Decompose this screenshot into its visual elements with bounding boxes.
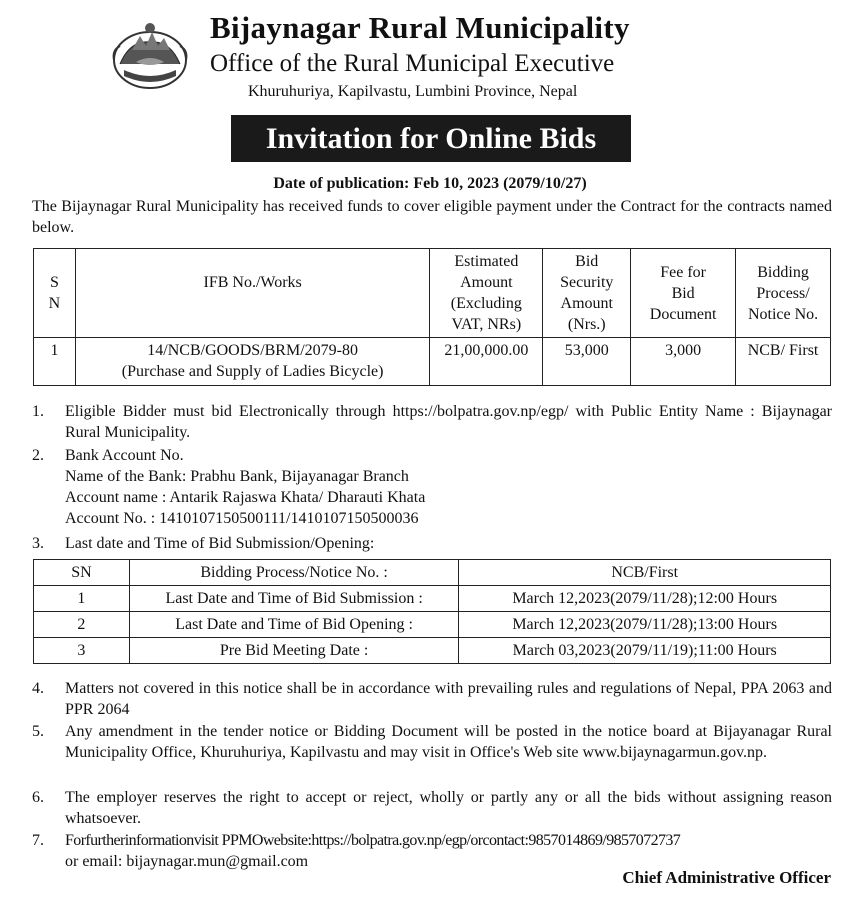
cell-sn: 1: [34, 586, 130, 612]
table-row: [34, 586, 831, 612]
cell-label: Last Date and Time of Bid Submission :: [129, 586, 459, 612]
eligibility-text: Eligible Bidder must bid Electronically through https://bolpatra.gov.np/egp/ with Public Entity Name : Bijaynagar Rural Municipality.: [65, 403, 832, 441]
schedule-heading: Last date and Time of Bid Submission/Opening:: [65, 535, 375, 552]
cell-label: Last Date and Time of Bid Opening :: [129, 612, 459, 638]
cell-label: Pre Bid Meeting Date :: [129, 638, 459, 664]
header-estimated-amount: Estimated Amount (Excluding VAT, NRs): [430, 249, 543, 338]
schedule-table: [33, 559, 831, 664]
bid-table-header-row: [34, 249, 831, 338]
schedule-header-sn: SN: [34, 560, 130, 586]
cell-estimated-amount: 21,00,000.00: [430, 338, 543, 386]
header-sn: S N: [34, 249, 76, 338]
cell-value: March 12,2023(2079/11/28);13:00 Hours: [459, 612, 831, 638]
cell-bid-security: 53,000: [543, 338, 631, 386]
contact-line: Forfurtherinformationvisit PPMOwebsite:https://bolpatra.gov.np/egp/orcontact:9857014869/9857072737: [65, 832, 681, 849]
publication-date: Date of publication: Feb 10, 2023 (2079/10/27): [273, 175, 587, 192]
bank-name: Name of the Bank: Prabhu Bank, Bijayanagar Branch: [65, 468, 409, 485]
org-office: Office of the Rural Municipal Executive: [210, 50, 615, 77]
account-name: Account name : Antarik Rajaswa Khata/ Dharauti Khata: [65, 489, 426, 506]
cell-sn: 1: [34, 338, 76, 386]
rules-text: Matters not covered in this notice shall be in accordance with prevailing rules and regulations of Nepal, PPA 2063 and PPR 2064: [65, 680, 832, 718]
header-ifb: IFB No./Works: [75, 249, 429, 338]
notice-title-banner: Invitation for Online Bids: [231, 115, 631, 162]
intro-paragraph: The Bijaynagar Rural Municipality has received funds to cover eligible payment under the Contract for the contracts named below.: [32, 198, 832, 236]
contact-email: or email: bijaynagar.mun@gmail.com: [65, 853, 309, 870]
schedule-header-row: [34, 560, 831, 586]
table-row: [34, 612, 831, 638]
bid-table: [33, 248, 831, 386]
header-bid-security: Bid Security Amount (Nrs.): [543, 249, 631, 338]
account-number: Account No. : 1410107150500111/1410107150500036: [65, 510, 419, 527]
contact-info: [65, 830, 832, 872]
schedule-header-ncb: NCB/First: [459, 560, 831, 586]
org-address: Khuruhuriya, Kapilvastu, Lumbini Province, Nepal: [248, 83, 578, 100]
signatory-title: Chief Administrative Officer: [622, 868, 831, 887]
cell-sn: 3: [34, 638, 130, 664]
cell-bidding-process: NCB/ First: [736, 338, 831, 386]
table-row: [34, 338, 831, 386]
schedule-header-process: Bidding Process/Notice No. :: [129, 560, 459, 586]
cell-ifb: 14/NCB/GOODS/BRM/2079-80 (Purchase and Supply of Ladies Bicycle): [75, 338, 429, 386]
cell-value: March 12,2023(2079/11/28);12:00 Hours: [459, 586, 831, 612]
cell-value: March 03,2023(2079/11/19);11:00 Hours: [459, 638, 831, 664]
amendment-text: Any amendment in the tender notice or Bidding Document will be posted in the notice board at Bijayanagar Rural Municipality Office, Khuruhuriya, Kapilvastu and may visit in Office's Web site www.bijaynagarmun.gov.np.: [65, 723, 832, 761]
cell-sn: 2: [34, 612, 130, 638]
org-name: Bijaynagar Rural Municipality: [210, 10, 630, 45]
table-row: [34, 638, 831, 664]
rights-text: The employer reserves the right to accept or reject, wholly or partly any or all the bids without assigning reason whatsoever.: [65, 789, 832, 827]
header-fee: Fee for Bid Document: [631, 249, 736, 338]
notice-page: Bijaynagar Rural Municipality Office of the Rural Municipal Executive Khuruhuriya, Kapilvastu, Lumbini Province, Nepal Invitation for Online Bids Date of publication: Feb 10, 2023 (2079/10/27) The Bijaynagar Rural Municipality has received funds to cover eligible payment under the Contract for the contracts named below. S N IFB No./Works Estimated Amount (Excluding VAT, NRs) Bid Security Amount (Nrs.) Fee for Bid Document Bidding Process/ Notice No. 1 14/NCB/GOODS/BRM/2079-80 (Purchase and Supply of Ladies Bicycle) 21,00,000.00 53,000 3,000 NCB/ First 1. Eligible Bidder must bid Electronically through https://bolpatra.gov.np/egp/ with Public Entity Name : Bijaynagar Rural Municipality. 2. Bank Account No. Name of the Bank: Prabhu Bank, Bijayanagar Branch Account name : Antarik Rajaswa Khata/ Dharauti Khata Account No. : 1410107150500111/1410107150500036 3. Last date and Time of Bid Submission/Opening: 4. Matters not covered in this notice shall be in accordance with prevailing rules and regulations of Nepal, PPA 2063 and PPR 2064 5. Any amendment in the tender notice or Bidding Document will be posted in the notice board at Bijayanagar Rural Municipality Office, Khuruhuriya, Kapilvastu and may visit in Office's Web site www.bijaynagarmun.gov.np. 6. The employer reserves the right to accept or reject, wholly or partly any or all the bids without assigning reason whatsoever. 7. Forfurtherinformationvisit PPMOwebsite:https://bolpatra.gov.np/egp/orcontact:9857014869/9857072737 or email: bijaynagar.mun@gmail.com SN Bidding Process/Notice No. : NCB/First 1 Last Date and Time of Bid Submission : March 12,2023(2079/11/28);12:00 Hours 2 Last Date and Time of Bid Opening : March 12,2023(2079/11/28);13:00 Hours 3 Pre Bid Meeting Date : March 03,2023(2079/11/19);11:00 Hours Chief Administrative Officer: [0, 0, 860, 910]
bank-account-block: Bank Account No. Name of the Bank: Prabhu Bank, Bijayanagar Branch Account name : Antarik Rajaswa Khata/ Dharauti Khata Account No. : 1410107150500111/1410107150500036: [65, 445, 832, 529]
header-bidding-process: Bidding Process/ Notice No.: [736, 249, 831, 338]
nepal-government-emblem-icon: [110, 20, 190, 92]
cell-fee: 3,000: [631, 338, 736, 386]
